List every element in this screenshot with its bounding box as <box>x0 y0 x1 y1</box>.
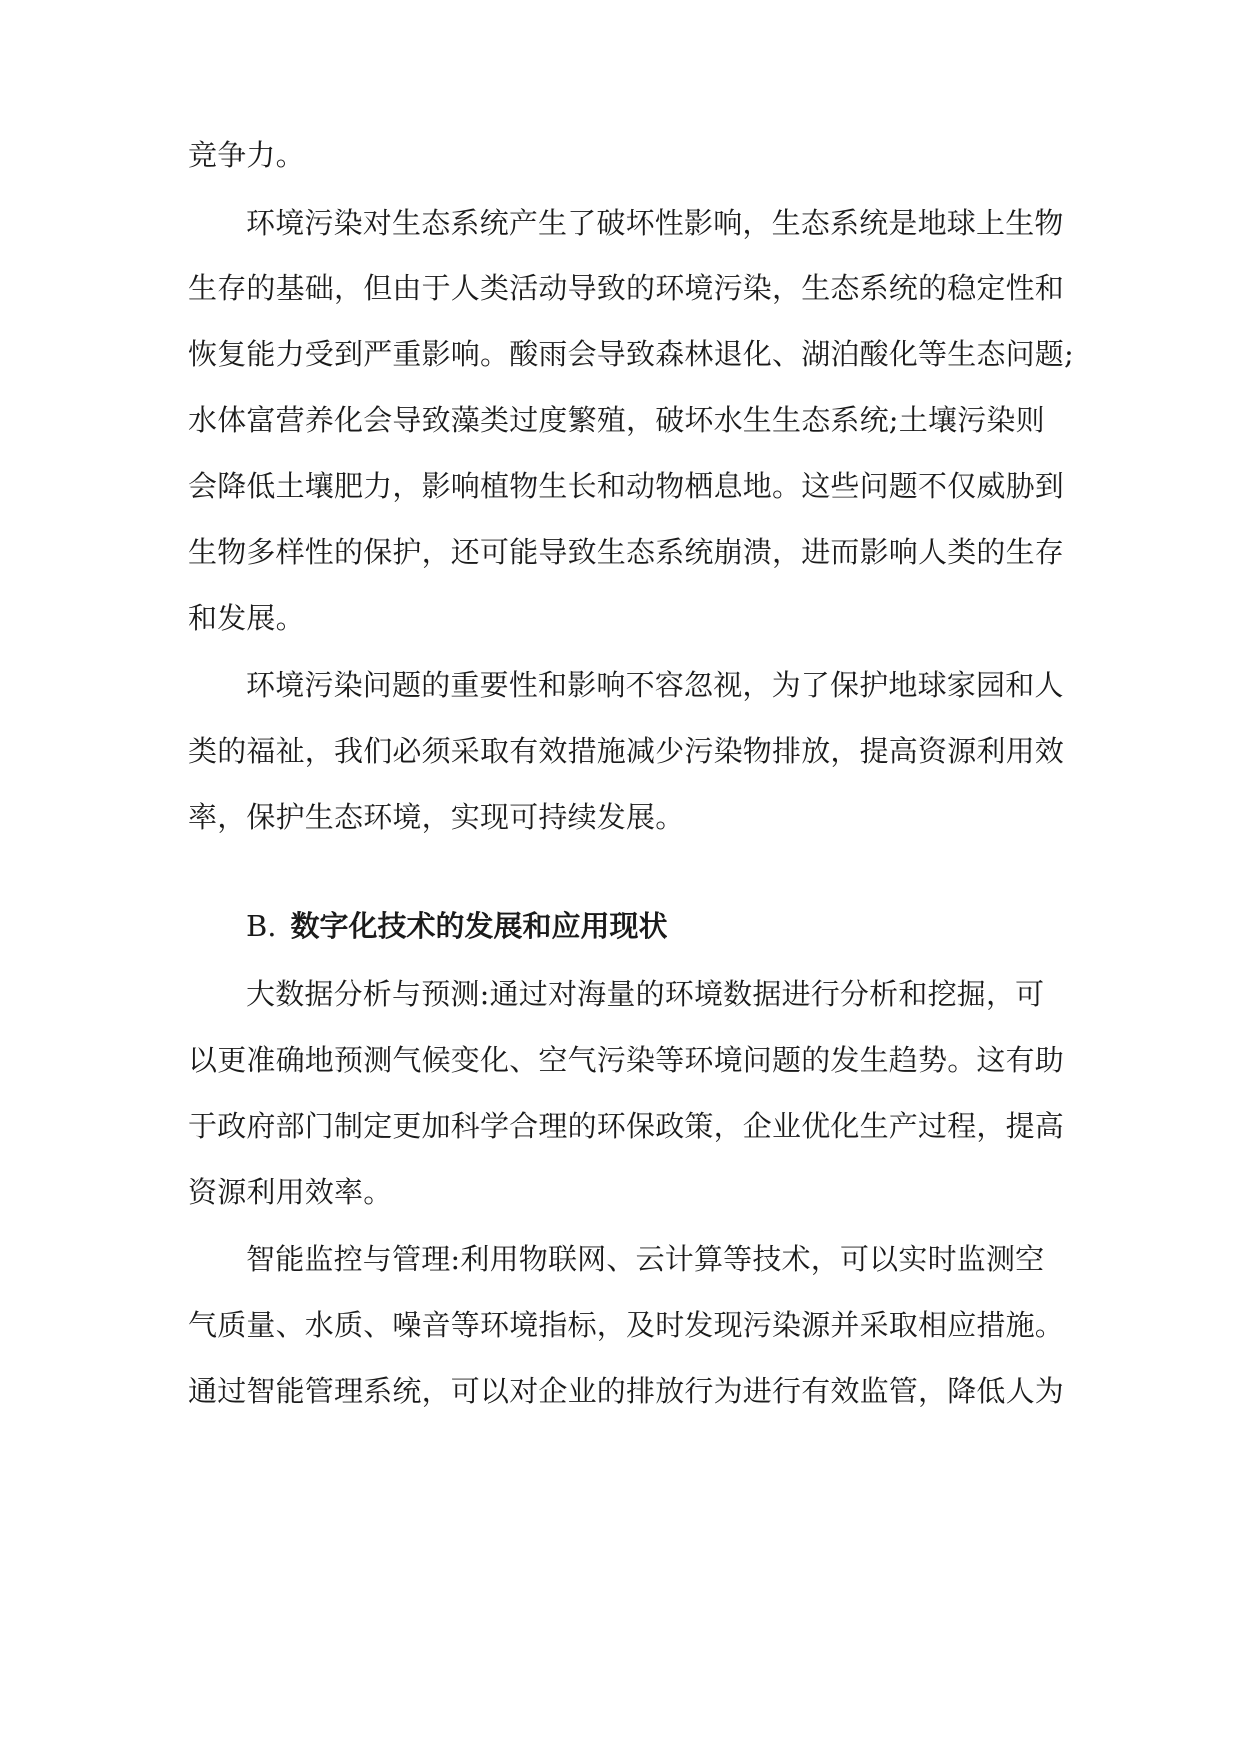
section-title: 数字化技术的发展和应用现状 <box>290 909 668 943</box>
paragraph-line: 和发展。 <box>188 601 305 635</box>
paragraph-line: 于政府部门制定更加科学合理的环保政策，企业优化生产过程，提高 <box>188 1109 1065 1143</box>
paragraph-line: 气质量、水质、噪音等环境指标，及时发现污染源并采取相应措施。 <box>188 1308 1065 1342</box>
paragraph-line: 会降低土壤肥力，影响植物生长和动物栖息地。这些问题不仅威胁到 <box>188 469 1065 503</box>
paragraph-line: 率，保护生态环境，实现可持续发展。 <box>188 800 685 834</box>
paragraph-line: 大数据分析与预测:通过对海量的环境数据进行分析和挖掘，可 <box>246 977 1045 1011</box>
paragraph-line: 生存的基础，但由于人类活动导致的环境污染，生态系统的稳定性和 <box>188 271 1065 305</box>
section-number: B. <box>246 909 277 943</box>
paragraph-line: 通过智能管理系统，可以对企业的排放行为进行有效监管，降低人为 <box>188 1374 1065 1408</box>
paragraph-line: 恢复能力受到严重影响。酸雨会导致森林退化、湖泊酸化等生态问题; <box>188 337 1074 371</box>
paragraph-line: 生物多样性的保护，还可能导致生态系统崩溃，进而影响人类的生存 <box>188 535 1065 569</box>
paragraph-line: 类的福祉，我们必须采取有效措施减少污染物排放，提高资源利用效 <box>188 734 1065 768</box>
paragraph-line: 环境污染对生态系统产生了破坏性影响，生态系统是地球上生物 <box>246 206 1064 240</box>
paragraph-line: 环境污染问题的重要性和影响不容忽视，为了保护地球家园和人 <box>246 668 1064 702</box>
paragraph-line: 资源利用效率。 <box>188 1175 393 1209</box>
section-heading <box>246 906 668 946</box>
paragraph-line: 竞争力。 <box>188 138 305 172</box>
paragraph-line: 智能监控与管理:利用物联网、云计算等技术，可以实时监测空 <box>246 1242 1045 1276</box>
paragraph-line: 水体富营养化会导致藻类过度繁殖，破坏水生生态系统;土壤污染则 <box>188 403 1045 437</box>
paragraph-line: 以更准确地预测气候变化、空气污染等环境问题的发生趋势。这有助 <box>188 1043 1065 1077</box>
